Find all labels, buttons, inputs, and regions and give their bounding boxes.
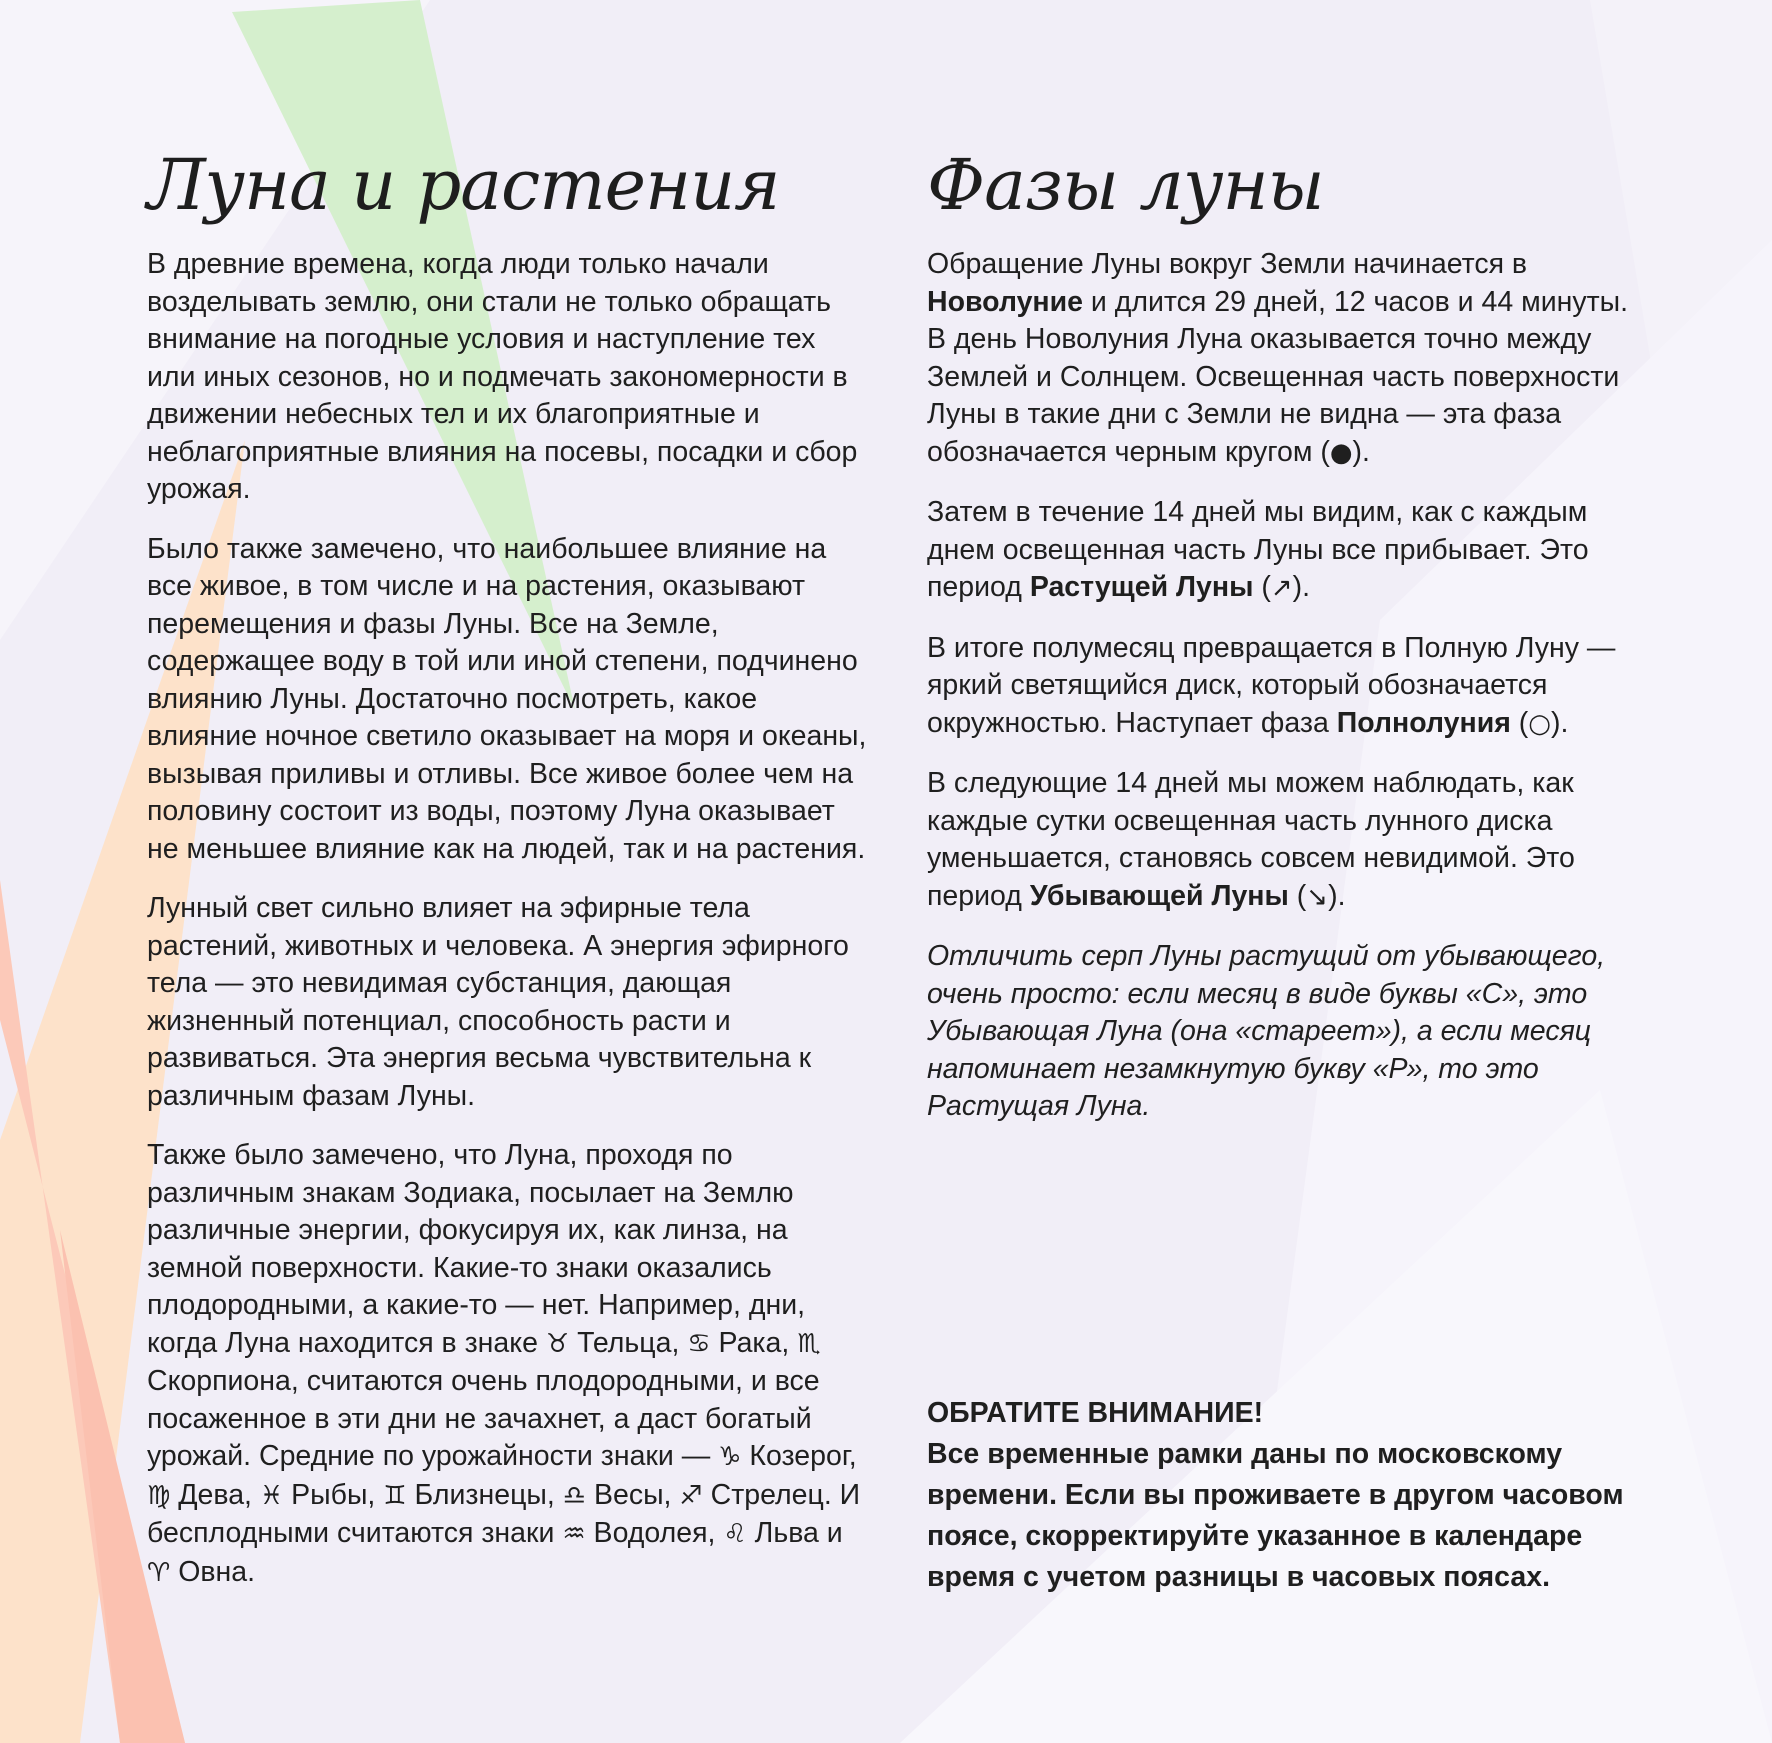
- taurus-icon: ♉: [545, 1328, 570, 1359]
- waning-close: ).: [1328, 879, 1346, 912]
- pisces-text: Рыбы,: [283, 1478, 384, 1511]
- attention-block: [927, 1393, 1647, 1598]
- aries-text: Овна.: [170, 1555, 256, 1588]
- left-title: Луна и растения: [147, 144, 780, 226]
- waning-open: (: [1288, 879, 1307, 912]
- right-paragraph-3: [927, 630, 1647, 744]
- libra-text: Весы,: [586, 1478, 680, 1511]
- crescent-note: Отличить серп Луны растущий от убывающего, очень просто: если месяц в виде буквы «С», это Убывающая Луна (она «стареет»), а если месяц напоминает незамкнутую букву «Р», то это Растущая Луна.: [927, 940, 1606, 1122]
- cancer-text: Рака,: [710, 1326, 798, 1359]
- aquarius-text: Водолея,: [585, 1517, 724, 1549]
- pisces-icon: ♓: [259, 1480, 284, 1511]
- waxing-term: Растущей Луны: [1029, 571, 1254, 603]
- arrow-up-right-icon: ↗: [1270, 573, 1293, 603]
- aries-icon: ♈: [147, 1557, 171, 1588]
- right-column: [927, 140, 1647, 1148]
- black-circle-icon: ●: [1329, 437, 1353, 468]
- left-paragraph-4: [147, 1137, 867, 1592]
- virgo-icon: ♍: [147, 1480, 171, 1511]
- leo-text: Льва и: [746, 1517, 843, 1549]
- attention-text: Все временные рамки даны по московскому времени. Если вы проживаете в другом часовом поясе, скорректируйте указанное в календаре время с учетом разницы в часовых поясах.: [927, 1438, 1624, 1593]
- capricorn-icon: ♑: [718, 1442, 742, 1472]
- full-moon-open: (: [1510, 706, 1529, 739]
- full-moon-close: ).: [1550, 706, 1569, 739]
- white-circle-icon: ○: [1528, 708, 1551, 739]
- right-title: Фазы луны: [927, 144, 1324, 226]
- right-paragraph-1: [927, 246, 1647, 472]
- taurus-text: Тельца,: [569, 1326, 688, 1359]
- attention-heading: ОБРАТИТЕ ВНИМАНИЕ!: [927, 1397, 1264, 1429]
- gemini-icon: ♊: [383, 1480, 407, 1511]
- new-moon-text: Обращение Луны вокруг Земли начинается в: [927, 248, 1528, 280]
- leo-icon: ♌: [723, 1519, 747, 1549]
- sagittarius-text: Стрелец. И бесплодными считаются знаки: [147, 1478, 861, 1549]
- left-paragraph-1: В древние времена, когда люди только начали возделывать землю, они стали не только обращать внимание на погодные условия и наступление тех или иных сезонов, но и подмечать закономерности в движении небесных тел и их благоприятные и неблагоприятные влияния на посевы, посадки и сбор урожая.: [147, 248, 858, 505]
- right-paragraph-4: [927, 765, 1647, 916]
- new-moon-close: ).: [1352, 435, 1370, 468]
- libra-icon: ♎: [562, 1480, 587, 1511]
- waning-text: В следующие 14 дней мы можем наблюдать, как каждые сутки освещенная часть лунного диска уменьшается, становясь совсем невидимой. Это период: [927, 767, 1575, 912]
- new-moon-text-2: и длится 29 дней, 12 часов и 44 минуты. В день Новолуния Луна оказывается точно между Землей и Солнцем. Освещенная часть поверхности Луны в такие дни с Земли не видна — эта фаза обозначается черным кругом (: [927, 285, 1629, 468]
- waxing-text: Затем в течение 14 дней мы видим, как с каждым днем освещенная часть Луны все прибывает. Это период: [927, 496, 1589, 603]
- scorpio-text: Скорпиона, считаются очень плодородными, и все посаженное в эти дни не зачахнет, а даст богатый урожай. Средние по урожайности знаки —: [147, 1365, 820, 1472]
- right-paragraph-2: [927, 494, 1647, 608]
- zodiac-intro-text: Также было замечено, что Луна, проходя по различным знакам Зодиака, посылает на Землю различные энергии, фокусируя их, как линза, на земной поверхности. Какие-то знаки оказались плодородными, а какие-то — нет. Например, дни, когда Луна находится в знаке: [147, 1139, 806, 1359]
- scorpio-icon: ♏: [797, 1328, 821, 1359]
- left-paragraph-3: Лунный свет сильно влияет на эфирные тела растений, животных и человека. А энергия эфирного тела — это невидимая субстанция, дающая жизненный потенциал, способность расти и развиваться. Эта энергия весьма чувствительна к различным фазам Луны.: [147, 892, 849, 1112]
- gemini-text: Близнецы,: [406, 1478, 563, 1511]
- arrow-down-right-icon: ↘: [1306, 881, 1329, 912]
- sagittarius-icon: ♐: [679, 1480, 703, 1511]
- waxing-open: (: [1253, 571, 1271, 603]
- full-moon-term: Полнолуния: [1336, 706, 1511, 739]
- virgo-text: Дева,: [170, 1478, 260, 1511]
- cancer-icon: ♋: [687, 1328, 711, 1359]
- capricorn-text: Козерог,: [741, 1440, 857, 1472]
- left-column: [147, 140, 867, 1614]
- waning-term: Убывающей Луны: [1029, 879, 1289, 912]
- aquarius-icon: ♒: [562, 1519, 586, 1549]
- waxing-close: ).: [1292, 571, 1311, 603]
- new-moon-term: Новолуние: [927, 285, 1083, 318]
- full-moon-text: В итоге полумесяц превращается в Полную Луну — яркий светящийся диск, который обозначается окружностью. Наступает фаза: [927, 631, 1616, 739]
- left-paragraph-2: Было также замечено, что наибольшее влияние на все живое, в том числе и на растения, оказывают перемещения и фазы Луны. Все на Земле, содержащее воду в той или иной степени, подчинено влиянию Луны. Достаточно посмотреть, какое влияние ночное светило оказывает на моря и океаны, вызывая приливы и отливы. Все живое более чем на половину состоит из воды, поэтому Луна оказывает не меньшее влияние как на людей, так и на растения.: [147, 532, 867, 865]
